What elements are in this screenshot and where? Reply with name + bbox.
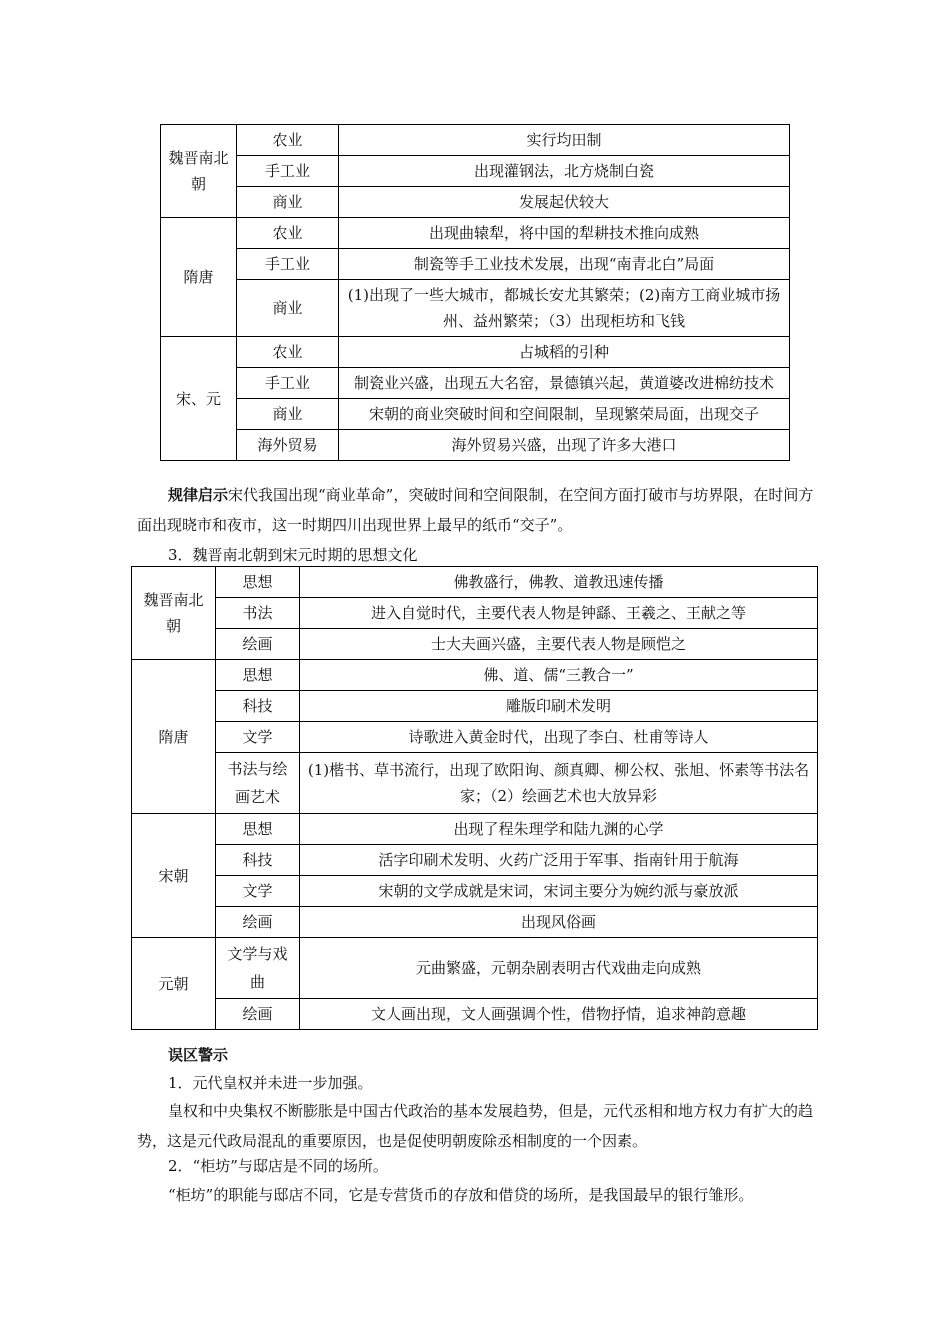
desc-cell: 出现了程朱理学和陆九渊的心学 [300,814,818,845]
era-cell: 魏晋南北朝 [161,125,237,218]
sector-cell: 手工业 [237,368,339,399]
warning-item1-text: 皇权和中央集权不断膨胀是中国古代政治的基本发展趋势，但是，元代丞相和地方权力有扩大的趋势，这是元代政局混乱的重要原因，也是促使明朝废除丞相制度的一个因素。 [137,1102,814,1150]
desc-cell: 活字印刷术发明、火药广泛用于军事、指南针用于航海 [300,845,818,876]
warning-item2-text: “柜坊”的职能与邸店不同，它是专营货币的存放和借贷的场所，是我国最早的银行雏形。 [168,1186,754,1204]
desc-cell: 佛教盛行，佛教、道教迅速传播 [300,567,818,598]
desc-cell: 文人画出现，文人画强调个性，借物抒情，追求神韵意趣 [300,999,818,1030]
era-cell: 隋唐 [161,218,237,337]
desc-cell: 宋朝的文学成就是宋词，宋词主要分为婉约派与豪放派 [300,876,818,907]
desc-cell: 进入自觉时代，主要代表人物是钟繇、王羲之、王献之等 [300,598,818,629]
field-cell: 文学与戏曲 [216,938,300,999]
desc-cell: 实行均田制 [339,125,790,156]
warning-label: 误区警示 [168,1046,229,1064]
field-cell: 思想 [216,567,300,598]
sector-cell: 海外贸易 [237,430,339,461]
desc-cell: (1)楷书、草书流行，出现了欧阳询、颜真卿、柳公权、张旭、怀素等书法名家；（2）绘画艺术也大放异彩 [300,753,818,814]
era-cell: 魏晋南北朝 [132,567,216,660]
era-cell: 元朝 [132,938,216,1030]
desc-cell: 制瓷业兴盛，出现五大名窑，景德镇兴起，黄道婆改进棉纺技术 [339,368,790,399]
sector-cell: 商业 [237,280,339,337]
era-cell: 宋、元 [161,337,237,461]
field-cell: 科技 [216,845,300,876]
field-cell: 绘画 [216,907,300,938]
desc-cell: 士大夫画兴盛，主要代表人物是顾恺之 [300,629,818,660]
sector-cell: 农业 [237,218,339,249]
desc-cell: 占城稻的引种 [339,337,790,368]
desc-cell: 佛、道、儒“三教合一” [300,660,818,691]
field-cell: 书法与绘画艺术 [216,753,300,814]
era-cell: 隋唐 [132,660,216,814]
field-cell: 书法 [216,598,300,629]
desc-cell: 出现灌钢法，北方烧制白瓷 [339,156,790,187]
rule-text: 宋代我国出现“商业革命”，突破时间和空间限制，在空间方面打破市与坊界限，在时间方面出现晓市和夜市，这一时期四川出现世界上最早的纸币“交子”。 [137,486,814,534]
sector-cell: 农业 [237,337,339,368]
desc-cell: 海外贸易兴盛，出现了许多大港口 [339,430,790,461]
desc-cell: (1)出现了一些大城市，都城长安尤其繁荣；(2)南方工商业城市扬州、益州繁荣；（3）出现柜坊和飞钱 [339,280,790,337]
era-cell: 宋朝 [132,814,216,938]
desc-cell: 发展起伏较大 [339,187,790,218]
field-cell: 文学 [216,722,300,753]
desc-cell: 诗歌进入黄金时代，出现了李白、杜甫等诗人 [300,722,818,753]
field-cell: 绘画 [216,999,300,1030]
field-cell: 绘画 [216,629,300,660]
rule-label: 规律启示 [168,486,229,504]
field-cell: 思想 [216,660,300,691]
field-cell: 科技 [216,691,300,722]
warning-item1-title: 1．元代皇权并未进一步加强。 [168,1074,373,1092]
desc-cell: 出现风俗画 [300,907,818,938]
culture-table [131,566,818,1030]
rule-paragraph [137,480,817,540]
field-cell: 文学 [216,876,300,907]
field-cell: 思想 [216,814,300,845]
desc-cell: 制瓷等手工业技术发展，出现“南青北白”局面 [339,249,790,280]
desc-cell: 宋朝的商业突破时间和空间限制，呈现繁荣局面，出现交子 [339,399,790,430]
desc-cell: 元曲繁盛，元朝杂剧表明古代戏曲走向成熟 [300,938,818,999]
section-title: 3．魏晋南北朝到宋元时期的思想文化 [168,546,418,564]
desc-cell: 出现曲辕犁，将中国的犁耕技术推向成熟 [339,218,790,249]
sector-cell: 商业 [237,187,339,218]
sector-cell: 手工业 [237,156,339,187]
desc-cell: 雕版印刷术发明 [300,691,818,722]
sector-cell: 商业 [237,399,339,430]
sector-cell: 农业 [237,125,339,156]
sector-cell: 手工业 [237,249,339,280]
economy-table [160,124,790,461]
warning-item2-title: 2．“柜坊”与邸店是不同的场所。 [168,1157,388,1175]
